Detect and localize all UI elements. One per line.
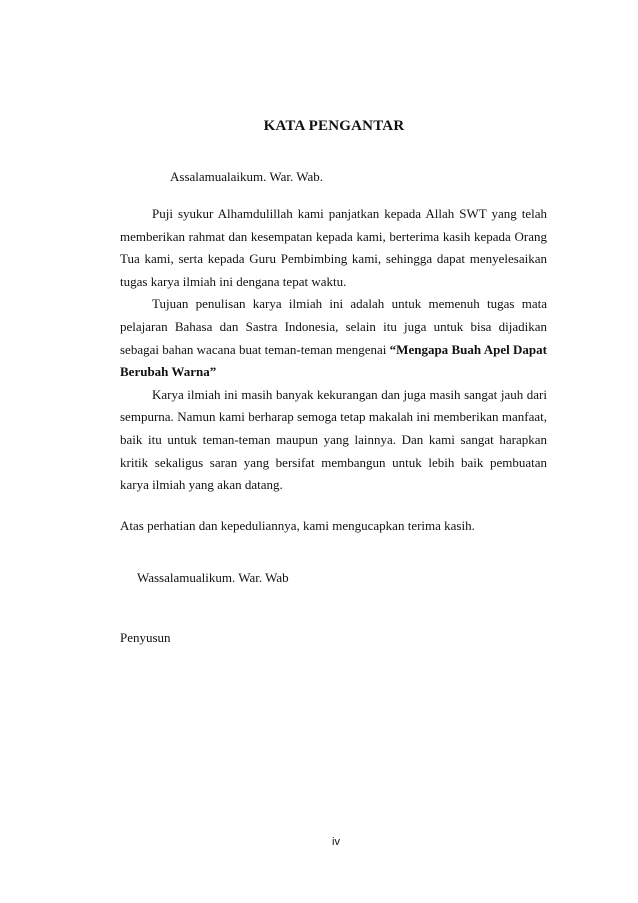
- paragraph-gratitude: Puji syukur Alhamdulillah kami panjatkan kepada Allah SWT yang telah memberikan rahmat dan kesempatan kepada kami, berterima kasih kepada Orang Tua kami, serta kepada Guru Pembimbing kami, sehingga dapat menyelesaikan tugas karya ilmiah ini dengana tepat waktu.: [120, 206, 547, 289]
- page-number: iv: [332, 836, 340, 848]
- closing-thanks: Atas perhatian dan kepeduliannya, kami mengucapkan terima kasih.: [120, 518, 475, 533]
- closing-salam: Wassalamualikum. War. Wab: [137, 570, 289, 585]
- page-title: KATA PENGANTAR: [263, 118, 405, 134]
- paragraph-feedback: Karya ilmiah ini masih banyak kekurangan dan juga masih sangat jauh dari sempurna. Namun kami berharap semoga tetap makalah ini memberikan manfaat, baik itu untuk teman-teman maupun yang lainnya. Dan kami sangat harapkan kritik sekaligus saran yang bersifat membangun untuk lebih baik pembuatan karya ilmiah yang akan datang.: [120, 386, 547, 493]
- opening-greeting: Assalamualaikum. War. Wab.: [170, 169, 324, 184]
- paragraph-purpose: [120, 293, 547, 383]
- body-text: [120, 203, 547, 497]
- paragraph-purpose-text: Tujuan penulisan karya ilmiah ini adalah untuk memenuh tugas mata pelajaran Bahasa dan Sastra Indonesia, selain itu juga untuk bisa dijadikan sebagai bahan wacana buat teman-teman mengenai: [120, 296, 547, 357]
- author-signature: Penyusun: [120, 630, 171, 645]
- paragraph-purpose-topic: “Mengapa Buah Apel Dapat Berubah Warna”: [120, 341, 547, 380]
